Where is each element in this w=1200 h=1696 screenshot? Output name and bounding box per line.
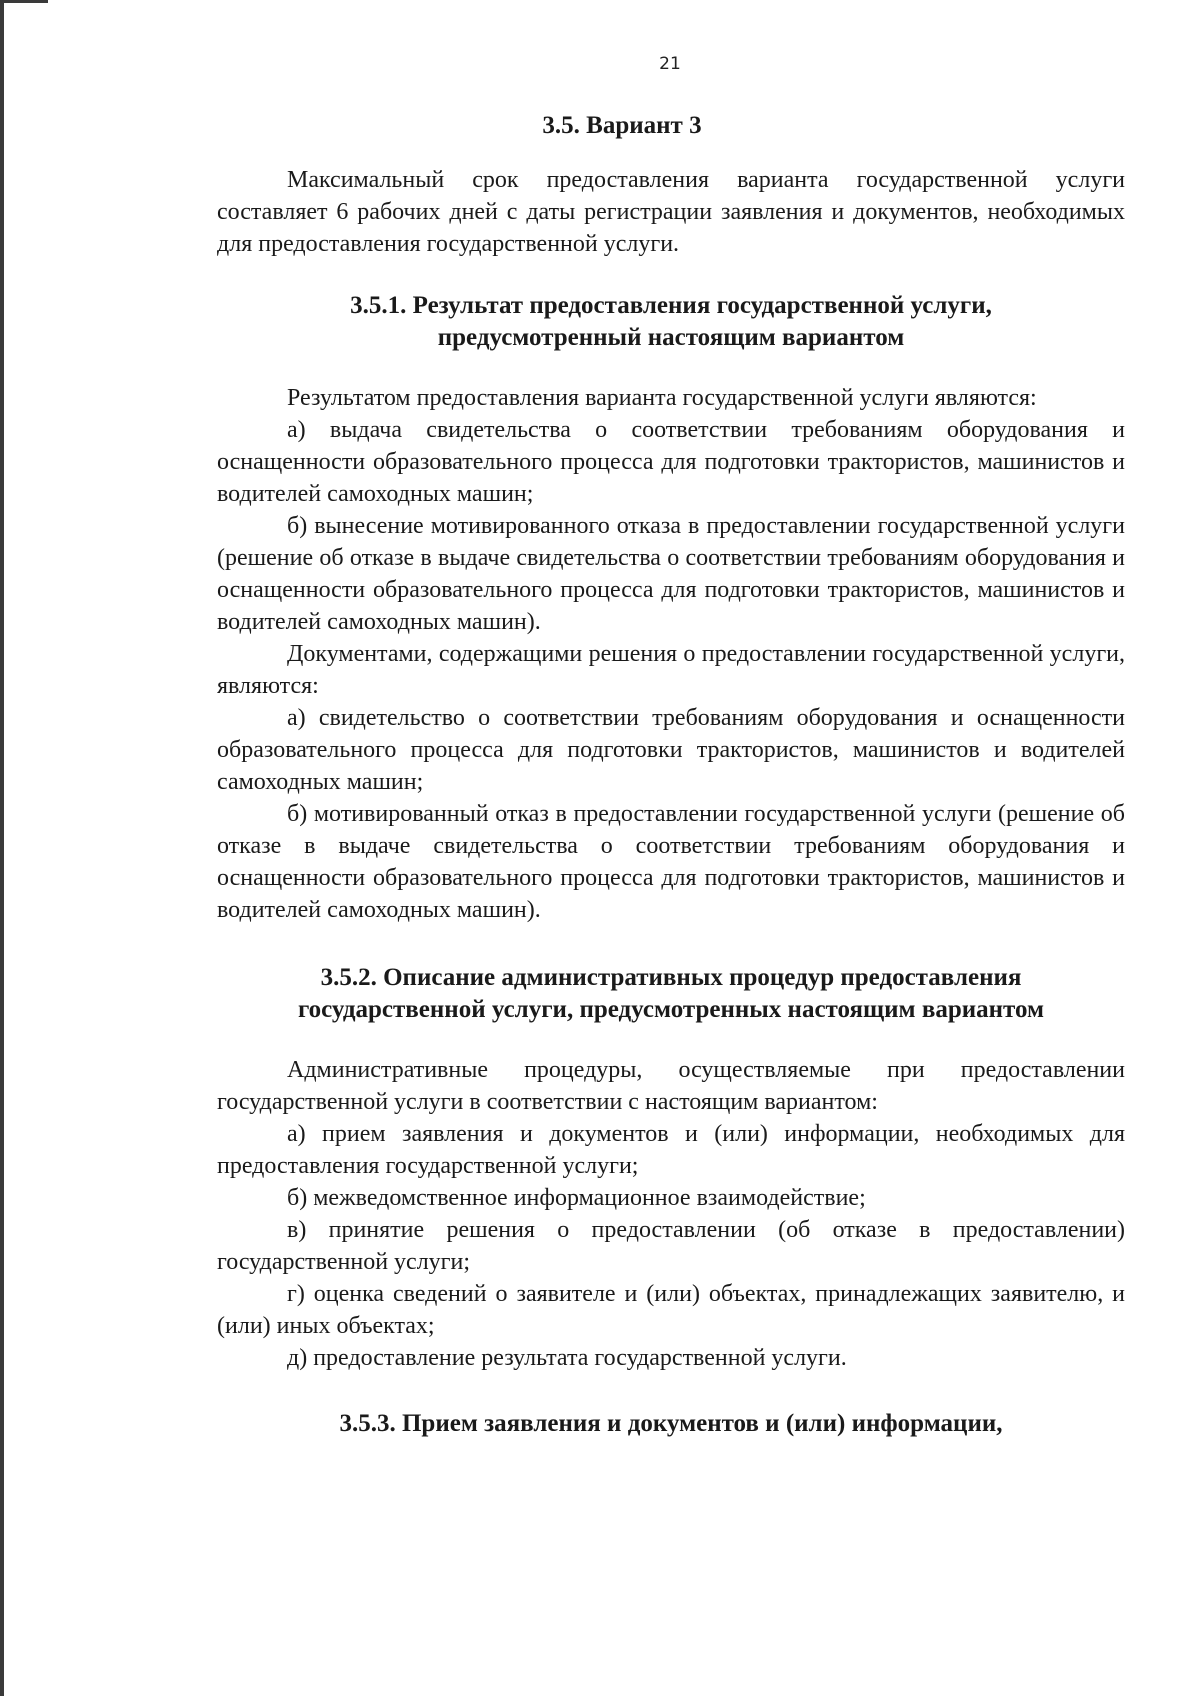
section-3-5-1-paragraph-3: б) вынесение мотивированного отказа в предоставлении государственной услуги (решение об отказе в выдаче свидетельства о соответствии требованиям оборудования и оснащенности образовательного процесса для подготовки трактористов, машинистов и водителей самоходных машин).	[217, 513, 1125, 635]
scan-edge	[0, 0, 4, 1696]
page-number: 21	[659, 54, 681, 74]
section-3-5-2-paragraph-1: Административные процедуры, осуществляемые при предоставлении государственной услуги в соответствии с настоящим вариантом:	[217, 1057, 1125, 1115]
section-3-5-3-title-line-1: 3.5.3. Прием заявления и документов и (или) информации,	[339, 1410, 1003, 1437]
section-3-5-1-paragraph-1: Результатом предоставления варианта государственной услуги являются:	[287, 385, 1037, 411]
section-3-5-1-title	[217, 290, 1125, 354]
section-3-5-1-paragraph-5: а) свидетельство о соответствии требованиям оборудования и оснащенности образовательного процесса для подготовки трактористов, машинистов и водителей самоходных машин;	[217, 705, 1125, 795]
section-3-5-1-paragraph-6: б) мотивированный отказ в предоставлении государственной услуги (решение об отказе в выдаче свидетельства о соответствии требованиям оборудования и оснащенности образовательного процесса для подготовки трактористов, машинистов и водителей самоходных машин).	[217, 801, 1125, 923]
section-3-5-3-title	[217, 1408, 1125, 1440]
section-3-5-2-paragraph-4: в) принятие решения о предоставлении (об отказе в предоставлении) государственной услуги;	[217, 1217, 1125, 1275]
section-3-5-2-title-line-1: 3.5.2. Описание административных процедур предоставления	[320, 964, 1022, 991]
section-3-5-title: 3.5. Вариант 3	[542, 112, 702, 139]
section-3-5-1-paragraph-4: Документами, содержащими решения о предоставлении государственной услуги, являются:	[217, 641, 1125, 699]
section-3-5-paragraph: Максимальный срок предоставления варианта государственной услуги составляет 6 рабочих дней с даты регистрации заявления и документов, необходимых для предоставления государственной услуги.	[217, 167, 1125, 257]
document-body	[217, 110, 1125, 1440]
section-3-5-2-paragraph-3: б) межведомственное информационное взаимодействие;	[287, 1185, 866, 1211]
section-3-5-2-title	[217, 962, 1125, 1026]
section-3-5-1-title-line-1: 3.5.1. Результат предоставления государственной услуги,	[350, 292, 992, 319]
section-3-5-2-paragraph-5: г) оценка сведений о заявителе и (или) объектах, принадлежащих заявителю, и (или) иных объектах;	[217, 1281, 1125, 1339]
scan-corner	[0, 0, 48, 3]
section-3-5-2-paragraph-6: д) предоставление результата государственной услуги.	[287, 1345, 847, 1371]
section-3-5-1-title-line-2: предусмотренный настоящим вариантом	[437, 324, 905, 351]
section-3-5-2-paragraph-2: а) прием заявления и документов и (или) информации, необходимых для предоставления государственной услуги;	[217, 1121, 1125, 1179]
section-3-5-2-title-line-2: государственной услуги, предусмотренных настоящим вариантом	[297, 996, 1045, 1023]
section-3-5-1-paragraph-2: а) выдача свидетельства о соответствии требованиям оборудования и оснащенности образовательного процесса для подготовки трактористов, машинистов и водителей самоходных машин;	[217, 417, 1125, 507]
